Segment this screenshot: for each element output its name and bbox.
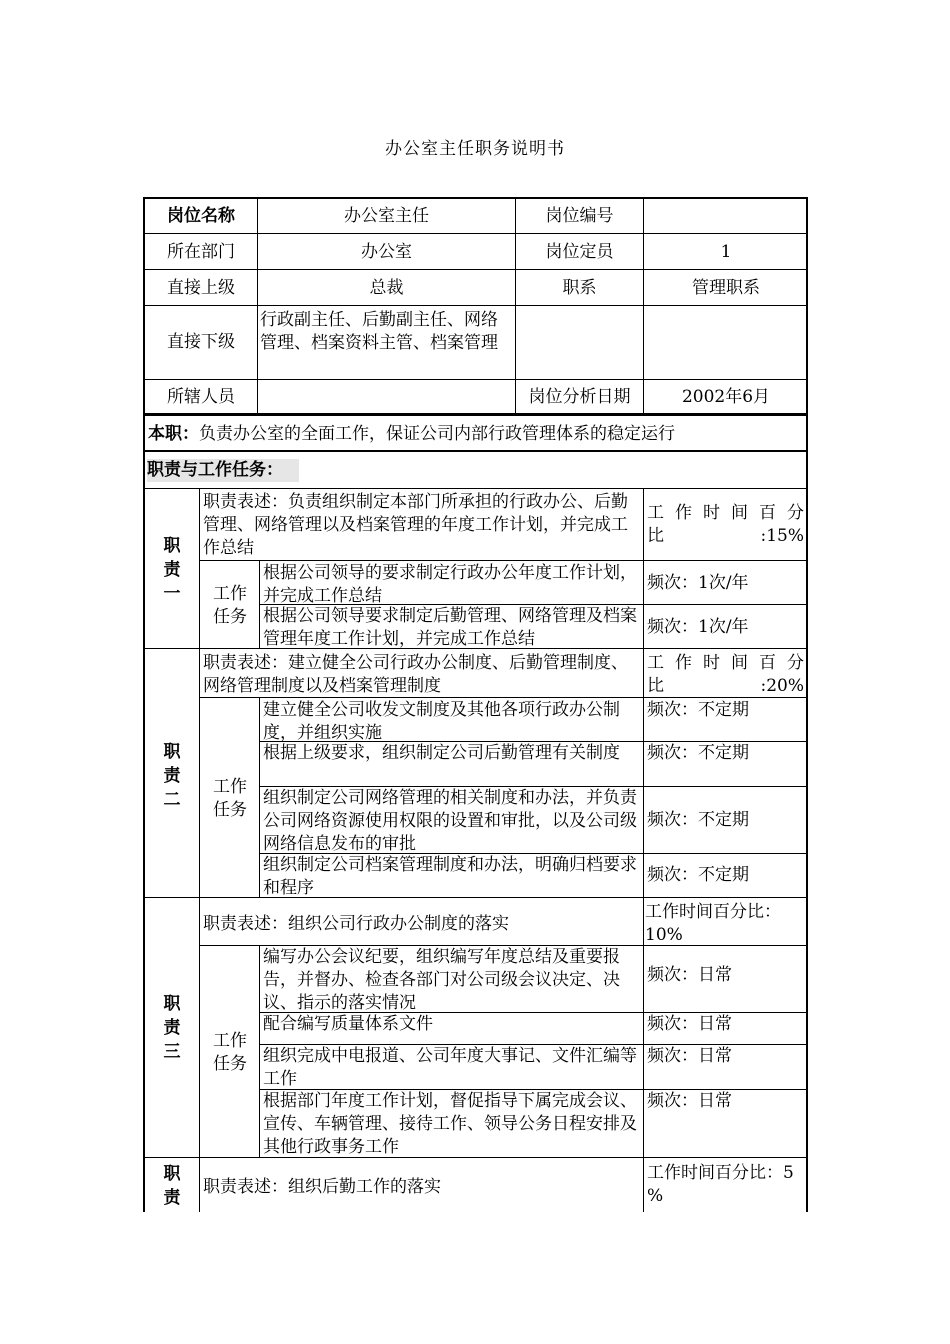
section-2-freq-4: 频次：不定期 [647, 865, 749, 885]
superior-value: 总裁 [369, 278, 404, 298]
duty-label: 本职： [148, 424, 199, 444]
section-1-task-1: 根据公司领导的要求制定行政办公年度工作计划，并完成工作总结 [263, 563, 637, 606]
section-1-task-2: 根据公司领导要求制定后勤管理、网络管理及档案管理年度工作计划，并完成工作总结 [263, 606, 637, 649]
superior-label: 直接上级 [167, 278, 235, 298]
post-name-value: 办公室主任 [344, 206, 429, 226]
staff-label: 所辖人员 [167, 387, 235, 407]
section-3-task-4: 根据部门年度工作计划，督促指导下属完成会议、宣传、车辆管理、接待工作、领导公务日程安排及其他行政事务工作 [263, 1091, 637, 1157]
section-1-pct: 工作时间百分比:15% [647, 503, 804, 546]
section-3-freq-1: 频次：日常 [647, 965, 732, 985]
section-1-freq-2: 频次：1次/年 [647, 617, 749, 637]
quota-value: 1 [720, 242, 732, 262]
section-3-pct: 工作时间百分比：10% [645, 902, 781, 945]
section-3-freq-3: 频次：日常 [647, 1046, 732, 1066]
quota-label: 岗位定员 [545, 242, 614, 262]
subordinate-value: 行政副主任、后勤副主任、网络管理、档案资料主管、档案管理 [260, 310, 498, 353]
duty-text: 负责办公室的全面工作，保证公司内部行政管理体系的稳定运行 [199, 424, 675, 444]
section-3-task-3: 组织完成中电报道、公司年度大事记、文件汇编等工作 [263, 1046, 637, 1089]
section-2-task-1: 建立健全公司收发文制度及其他各项行政办公制度，并组织实施 [263, 700, 620, 743]
subordinate-label: 直接下级 [167, 332, 235, 352]
section-2-task-2: 根据上级要求，组织制定公司后勤管理有关制度 [263, 743, 620, 763]
document-title: 办公室主任职务说明书 [385, 139, 565, 159]
section-3-task-2: 配合编写质量体系文件 [263, 1014, 433, 1034]
section-3-name: 职责三 [163, 994, 181, 1062]
section-2-name: 职责二 [163, 742, 181, 810]
post-no-label: 岗位编号 [545, 206, 614, 226]
section-3-freq-4: 频次：日常 [647, 1091, 732, 1111]
section-1-desc: 职责表述：负责组织制定本部门所承担的行政办公、后勤管理、网络管理以及档案管理的年度工作计划，并完成工作总结 [203, 492, 628, 558]
section-2-task-label: 工作任务 [213, 777, 247, 820]
section-1-name: 职责一 [163, 536, 181, 604]
section-1-task-label: 工作任务 [213, 584, 247, 627]
section-1-freq-1: 频次：1次/年 [647, 573, 749, 593]
section-2-freq-1: 频次：不定期 [647, 700, 749, 720]
post-name-label: 岗位名称 [167, 206, 235, 226]
date-value: 2002年6月 [681, 387, 771, 407]
tasks-header: 职责与工作任务： [147, 459, 299, 482]
section-2-desc: 职责表述：建立健全公司行政办公制度、后勤管理制度、网络管理制度以及档案管理制度 [203, 653, 628, 696]
section-3-desc: 职责表述：组织公司行政办公制度的落实 [203, 914, 509, 934]
dept-label: 所在部门 [167, 242, 235, 262]
section-4-name: 职责 [163, 1164, 181, 1208]
section-2-freq-2: 频次：不定期 [647, 743, 749, 763]
section-4-pct: 工作时间百分比：5 % [647, 1163, 794, 1206]
section-2-task-4: 组织制定公司档案管理制度和办法，明确归档要求和程序 [263, 855, 637, 898]
dept-value: 办公室 [361, 242, 412, 262]
section-3-freq-2: 频次：日常 [647, 1014, 732, 1034]
section-2-freq-3: 频次：不定期 [647, 810, 749, 830]
section-3-task-1: 编写办公会议纪要，组织编写年度总结及重要报告，并督办、检查各部门对公司级会议决定、决议、指示的落实情况 [263, 947, 620, 1013]
section-4-desc: 职责表述：组织后勤工作的落实 [203, 1177, 441, 1197]
date-label: 岗位分析日期 [528, 387, 631, 407]
series-label: 职系 [562, 278, 597, 298]
section-2-task-3: 组织制定公司网络管理的相关制度和办法，并负责公司网络资源使用权限的设置和审批，以及公司级网络信息发布的审批 [263, 788, 637, 854]
series-value: 管理职系 [692, 278, 760, 298]
section-2-pct: 工作时间百分比:20% [647, 653, 804, 696]
section-3-task-label: 工作任务 [213, 1031, 247, 1074]
